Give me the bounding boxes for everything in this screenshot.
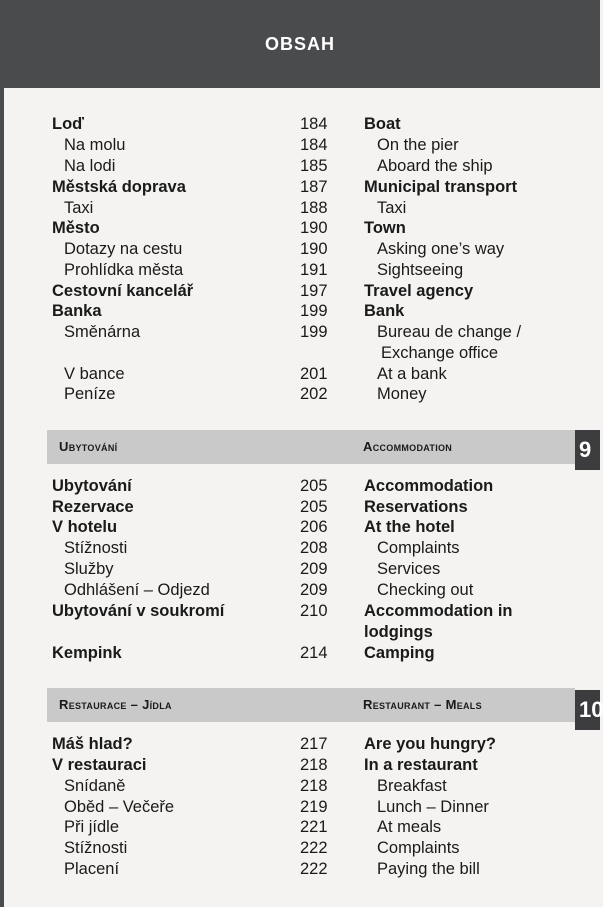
- toc-page-number: 190: [300, 240, 328, 258]
- toc-entry-en: Money: [377, 385, 427, 403]
- toc-page-number: 209: [300, 560, 328, 578]
- toc-entry-en: Aboard the ship: [377, 157, 493, 175]
- toc-entry-en-continued: lodgings: [364, 623, 433, 641]
- toc-entry-en: Breakfast: [377, 777, 447, 795]
- toc-page-number: 214: [300, 644, 328, 662]
- section-title-cz: Restaurace – Jídla: [59, 697, 172, 712]
- toc-entry-cz: Placení: [64, 860, 120, 878]
- toc-entry-en: Camping: [364, 644, 435, 662]
- toc-entry-cz: Na molu: [64, 136, 126, 154]
- toc-entry-cz: Při jídle: [64, 818, 120, 836]
- toc-entry-cz: Odhlášení – Odjezd: [64, 581, 210, 599]
- toc-entry-cz: V restauraci: [52, 756, 147, 774]
- toc-entry-en: At a bank: [377, 365, 447, 383]
- toc-entry-en: Town: [364, 219, 406, 237]
- section-band: [47, 688, 575, 722]
- toc-entry-en: Accommodation in: [364, 602, 513, 620]
- toc-entry-en: At the hotel: [364, 518, 455, 536]
- toc-entry-en: Services: [377, 560, 441, 578]
- toc-entry-cz: Stížnosti: [64, 839, 128, 857]
- toc-entry-en-continued: Exchange office: [381, 344, 499, 362]
- toc-entry-cz: V hotelu: [52, 518, 118, 536]
- toc-entry-en: On the pier: [377, 136, 459, 154]
- toc-entry-en: Paying the bill: [377, 860, 480, 878]
- toc-page-number: 218: [300, 756, 328, 774]
- toc-page-number: 188: [300, 199, 328, 217]
- toc-entry-cz: Cestovní kancelář: [52, 282, 194, 300]
- toc-entry-cz: Taxi: [64, 199, 94, 217]
- toc-entry-en: Travel agency: [364, 282, 474, 300]
- toc-page-number: 184: [300, 115, 328, 133]
- toc-entry-en: Municipal transport: [364, 178, 518, 196]
- toc-entry-cz: Kempink: [52, 644, 122, 662]
- toc-entry-en: Bank: [364, 302, 405, 320]
- toc-entry-cz: Oběd – Večeře: [64, 798, 175, 816]
- toc-page-number: 206: [300, 518, 328, 536]
- section-title-cz: Ubytování: [59, 439, 118, 454]
- toc-entry-en: Checking out: [377, 581, 474, 599]
- toc-page-number: 191: [300, 261, 328, 279]
- page-title: OBSAH: [264, 34, 335, 54]
- toc-page-number: 184: [300, 136, 328, 154]
- toc-page-number: 197: [300, 282, 328, 300]
- toc-page-number: 205: [300, 498, 328, 516]
- toc-entry-cz: Rezervace: [52, 498, 134, 516]
- header-band: [0, 0, 600, 88]
- toc-page-number: 199: [300, 323, 328, 341]
- toc-page-number: 222: [300, 860, 328, 878]
- toc-page-number: 222: [300, 839, 328, 857]
- toc-entry-cz: Loď: [52, 115, 85, 133]
- toc-entry-en: Are you hungry?: [364, 735, 497, 753]
- toc-page-number: 209: [300, 581, 328, 599]
- toc-page-number: 221: [300, 818, 328, 836]
- section-title-en: Accommodation: [363, 439, 453, 454]
- toc-entry-en: Asking one’s way: [377, 240, 505, 258]
- toc-entry-en: Complaints: [377, 539, 460, 557]
- toc-page-number: 218: [300, 777, 328, 795]
- toc-page-number: 205: [300, 477, 328, 495]
- toc-entry-cz: Služby: [64, 560, 114, 578]
- toc-entry-en: Complaints: [377, 839, 460, 857]
- toc-entry-cz: Snídaně: [64, 777, 126, 795]
- toc-entry-cz: V bance: [64, 365, 125, 383]
- toc-entry-en: Lunch – Dinner: [377, 798, 489, 816]
- toc-page-number: 208: [300, 539, 328, 557]
- toc-entry-en: Taxi: [377, 199, 407, 217]
- chapter-tab: 9: [575, 430, 600, 470]
- toc-entry-en: Sightseeing: [377, 261, 464, 279]
- section-title-en: Restaurant – Meals: [363, 697, 482, 712]
- toc-page-number: 190: [300, 219, 328, 237]
- toc-entry-en: Accommodation: [364, 477, 494, 495]
- toc-entry-en: At meals: [377, 818, 442, 836]
- toc-page-number: 185: [300, 157, 328, 175]
- toc-entry-cz: Na lodi: [64, 157, 116, 175]
- section-band: [47, 430, 575, 464]
- toc-entry-en: Reservations: [364, 498, 468, 516]
- toc-entry-cz: Ubytování v soukromí: [52, 602, 225, 620]
- toc-page-number: 217: [300, 735, 328, 753]
- toc-page-number: 199: [300, 302, 328, 320]
- toc-entry-cz: Máš hlad?: [52, 735, 133, 753]
- toc-entry-en: In a restaurant: [364, 756, 478, 774]
- toc-entry-cz: Městská doprava: [52, 178, 186, 196]
- toc-entry-cz: Peníze: [64, 385, 116, 403]
- toc-entry-cz: Prohlídka města: [64, 261, 184, 279]
- toc-page-number: 219: [300, 798, 328, 816]
- toc-entry-cz: Dotazy na cestu: [64, 240, 183, 258]
- binding-edge: [0, 88, 4, 907]
- toc-page-number: 210: [300, 602, 328, 620]
- toc-page-number: 201: [300, 365, 328, 383]
- toc-entry-en: Boat: [364, 115, 401, 133]
- chapter-tab: 10: [575, 690, 600, 730]
- toc-page-number: 187: [300, 178, 328, 196]
- toc-entry-cz: Stížnosti: [64, 539, 128, 557]
- toc-page-number: 202: [300, 385, 328, 403]
- toc-entry-en: Bureau de change /: [377, 323, 522, 341]
- toc-entry-cz: Město: [52, 219, 100, 237]
- toc-entry-cz: Ubytování: [52, 477, 132, 495]
- toc-entry-cz: Směnárna: [64, 323, 141, 341]
- toc-entry-cz: Banka: [52, 302, 102, 320]
